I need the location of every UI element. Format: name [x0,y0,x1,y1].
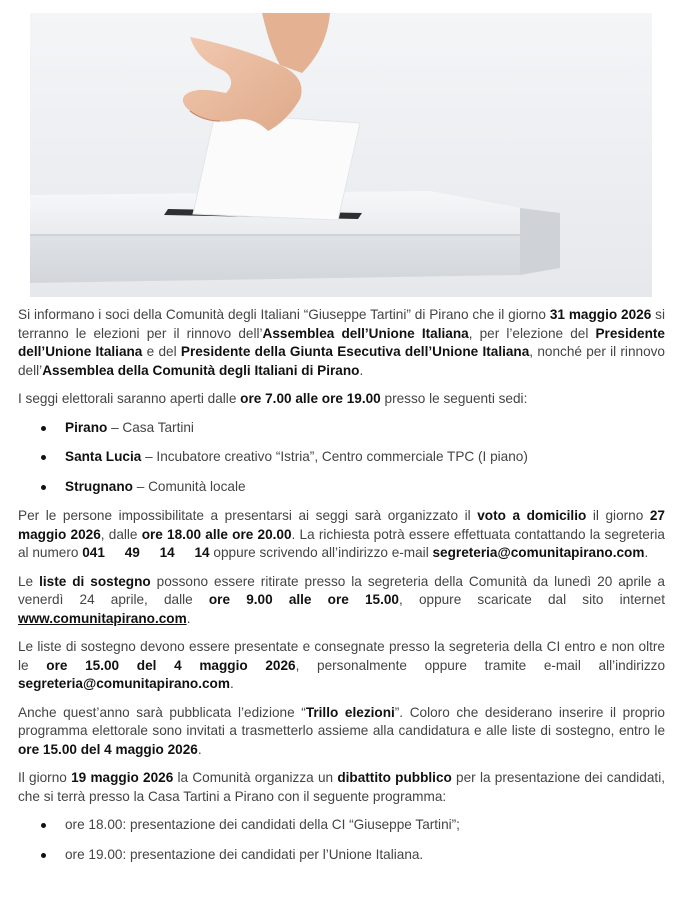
polling-hours: ore 7.00 alle ore 19.00 [240,391,381,406]
liste-text: . [186,610,191,626]
home-vote-paragraph [18,507,665,563]
support-lists: liste di sostegno [39,573,151,589]
deadline: ore 15.00 del 4 maggio 2026 [46,657,296,673]
station-desc: – Incubatore creativo “Istria”, Centro commerciale TPC (I piano) [141,449,528,464]
intro-text: Si informano i soci della Comunità degli Italiani “Giuseppe Tartini” di Pirano che il giorno [18,307,550,322]
consegna-text: , personalmente oppure tramite e-mail all’indirizzo [295,657,666,673]
list-item: ore 19.00: presentazione dei candidati per l’Unione Italiana. [65,846,665,865]
email-link[interactable]: segreteria@comunitapirano.com [432,545,645,560]
dibattito-text: Il giorno [18,770,72,785]
submission-paragraph [18,638,665,694]
program-list [18,816,665,864]
liste-text: , oppure scaricate dal sito internet [399,592,665,607]
trillo-text: . [197,741,202,757]
email-link[interactable]: segreteria@comunitapirano.com [18,676,230,691]
liste-text: possono essere ritirate presso la segreteria della Comunità da lunedì 20 aprile a venerdì 24 aprile, dalle [18,573,665,607]
president-ui: Presidente dell’Unione Italiana [18,325,665,359]
domicilio-text: Per le persone impossibilitate a presentarsi ai seggi sarà organizzato il [18,508,478,523]
intro-paragraph [18,306,665,380]
home-vote-date: 27 maggio 2026 [18,508,665,542]
election-date: 31 maggio 2026 [549,307,652,322]
intro-text: . [359,362,364,378]
home-vote-hours: ore 18.00 alle ore 20.00 [141,526,292,542]
station-desc: – Casa Tartini [107,419,194,435]
station-name: Santa Lucia [65,449,142,464]
intro-text: si terranno le elezioni per il rinnovo dell’ [18,307,665,341]
domicilio-text: . [644,545,649,560]
domicilio-text: il giorno [586,508,650,523]
trillo-text: ”. Coloro che desiderano inserire il proprio programma elettorale sono invitati a trasmetterlo assieme alla candidatura e alle liste di sostegno, entro le [18,704,665,738]
station-name: Strugnano [65,478,133,494]
trillo-text: Anche quest’anno sarà pubblicata l’edizione “ [18,704,306,720]
station-name: Pirano [65,419,108,435]
list-item [65,478,665,497]
debate-date: 19 maggio 2026 [71,770,174,785]
assembly-ui: Assemblea dell’Unione Italiana [262,325,469,341]
intro-text: , per l’elezione del [468,325,596,341]
home-vote: voto a domicilio [477,508,587,523]
dibattito-text: la Comunità organizza un [173,770,338,785]
public-debate: dibattito pubblico [337,770,452,785]
seggi-text: presso le seguenti sedi: [380,391,528,406]
polling-hours-paragraph [18,390,665,409]
list-item [65,419,665,438]
debate-paragraph [18,769,665,806]
assembly-ci-pirano: Assemblea della Comunità degli Italiani di Pirano [42,362,360,378]
domicilio-text: , dalle [100,526,142,542]
intro-text: , nonché per il rinnovo dell’ [18,344,665,378]
announcement-text [18,306,665,875]
list-item: ore 18.00: presentazione dei candidati della CI “Giuseppe Tartini”; [65,816,665,835]
domicilio-text: . La richiesta potrà essere effettuata contattando la segreteria al numero [18,526,665,560]
phone-number: 041 49 14 14 [82,545,210,560]
consegna-text: Le liste di sostegno devono essere presentate e consegnate presso la segreteria della CI entro e non oltre le [18,639,665,673]
support-lists-paragraph [18,573,665,629]
list-item [65,448,665,467]
ballot-box-photo [30,13,652,297]
intro-text: e del [142,344,181,359]
seggi-text: I seggi elettorali saranno aperti dalle [18,391,241,406]
liste-text: Le [18,573,40,589]
trillo-edition: Trillo elezioni [305,704,395,720]
deadline: ore 15.00 del 4 maggio 2026 [18,741,198,757]
website-link[interactable]: www.comunitapirano.com [18,610,187,626]
station-desc: – Comunità locale [132,478,246,494]
president-giunta: Presidente della Giunta Esecutiva dell’Unione Italiana [180,344,530,359]
trillo-paragraph [18,704,665,760]
domicilio-text: oppure scrivendo all’indirizzo e-mail [209,545,433,560]
consegna-text: . [229,676,234,691]
polling-stations-list [18,419,665,497]
dibattito-text: per la presentazione dei candidati, che si terrà presso la Casa Tartini a Pirano con il seguente programma: [18,770,665,804]
office-hours: ore 9.00 alle ore 15.00 [208,592,399,607]
